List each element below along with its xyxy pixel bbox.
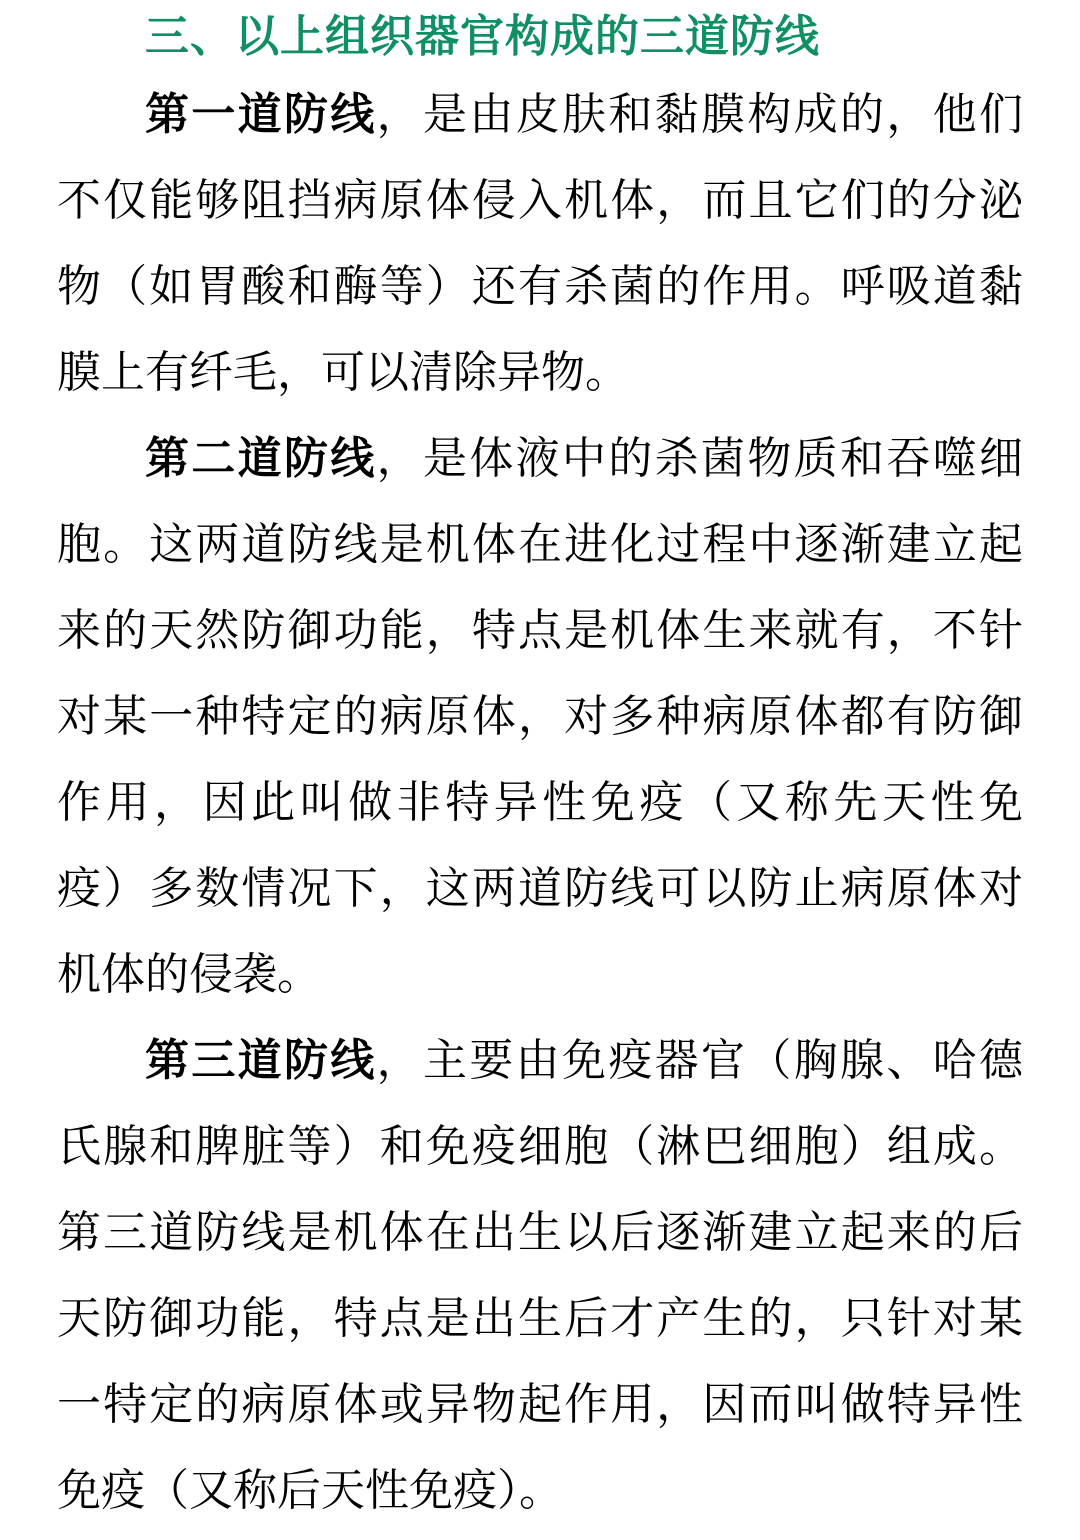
text-line: 作用，因此叫做非特异性免疫（又称先天性免 [57,777,1023,828]
text-line-content: ，是由皮肤和黏膜构成的，他们 [376,89,1024,140]
text-line: 第三道防线是机体在出生以后逐渐建立起来的后 [57,1207,1023,1258]
text-line: 对某一种特定的病原体，对多种病原体都有防御 [57,691,1023,742]
text-line: 氏腺和脾脏等）和免疫细胞（淋巴细胞）组成。 [57,1121,1023,1172]
page-title: 三、以上组织器官构成的三道防线 [145,11,820,62]
paragraph-second-defense [57,416,1023,1018]
paragraph-lead: 第一道防线 [145,89,377,140]
text-line-content: ，是体液中的杀菌物质和吞噬细 [376,433,1024,484]
text-line: 物（如胃酸和酶等）还有杀菌的作用。呼吸道黏 [57,261,1023,312]
text-line: 不仅能够阻挡病原体侵入机体，而且它们的分泌 [57,175,1023,226]
text-line: 膜上有纤毛，可以清除异物。 [57,347,629,398]
text-line: 来的天然防御功能，特点是机体生来就有，不针 [57,605,1023,656]
text-line [57,72,1023,158]
paragraph-lead: 第三道防线 [145,1035,377,1086]
text-line: 免疫（又称后天性免疫）。 [57,1465,563,1516]
text-line: 胞。这两道防线是机体在进化过程中逐渐建立起 [57,519,1023,570]
text-line: 一特定的病原体或异物起作用，因而叫做特异性 [57,1379,1023,1430]
text-line-content: ，主要由免疫器官（胸腺、哈德 [376,1035,1024,1086]
text-line [57,1018,1023,1104]
paragraph-first-defense [57,72,1023,416]
text-line [57,416,1023,502]
text-line: 疫）多数情况下，这两道防线可以防止病原体对 [57,863,1023,914]
text-line: 天防御功能，特点是出生后才产生的，只针对某 [57,1293,1023,1344]
text-line: 机体的侵袭。 [57,949,321,1000]
paragraph-lead: 第二道防线 [145,433,377,484]
paragraph-third-defense [57,1018,1023,1534]
